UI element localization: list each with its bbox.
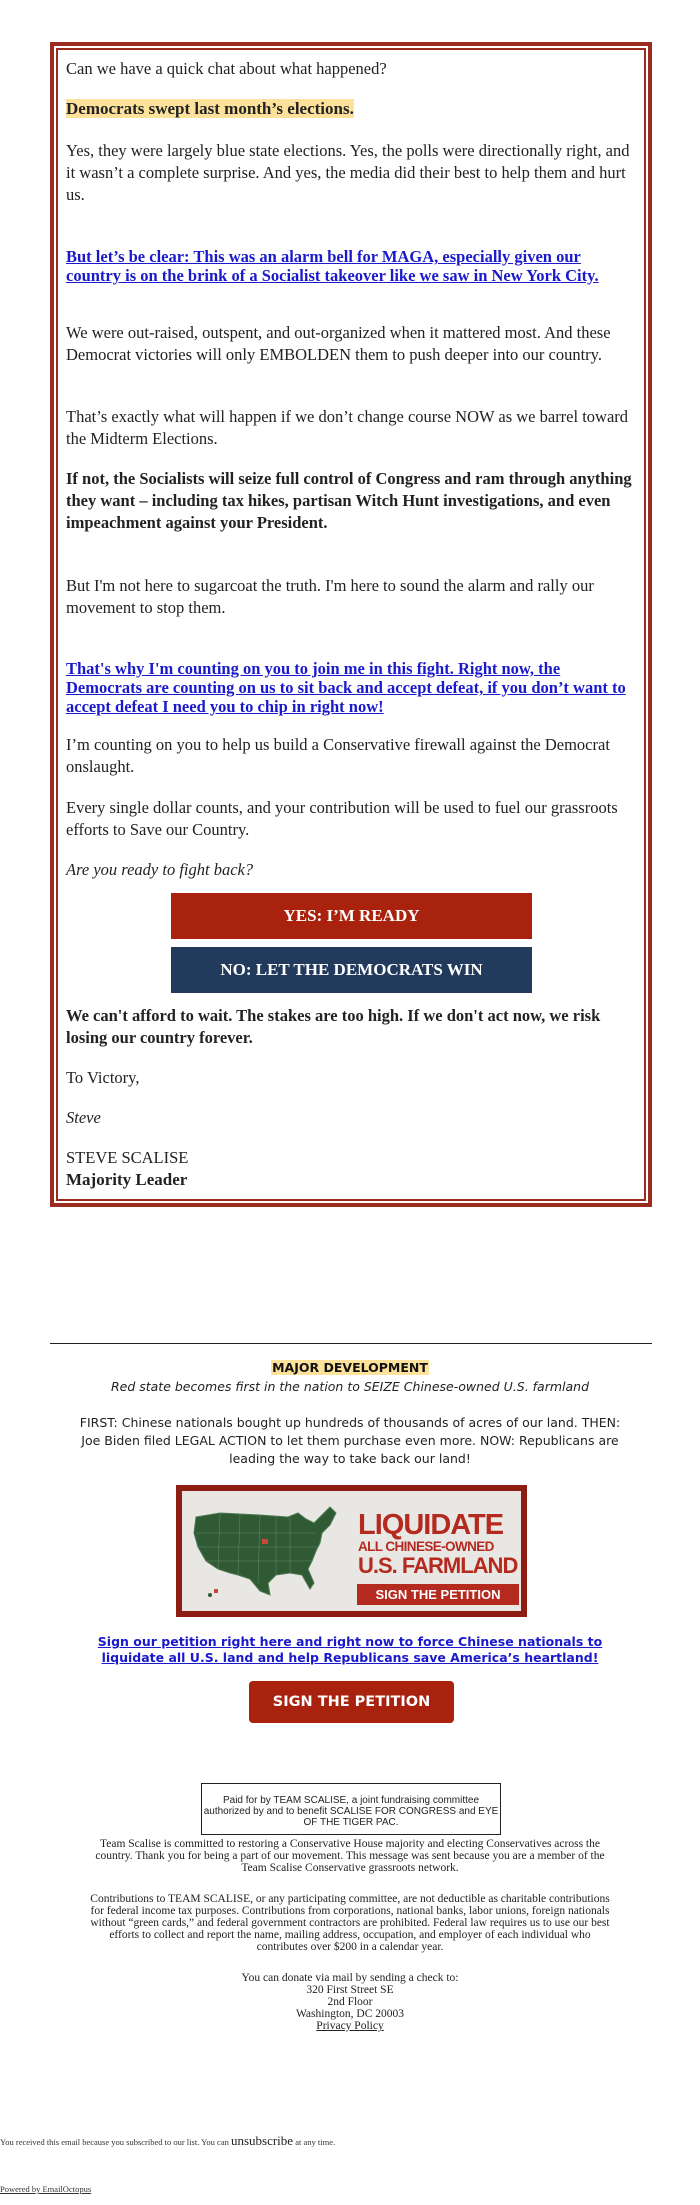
liquidate-farmland-banner[interactable] xyxy=(176,1485,527,1617)
paragraph-blue-states: Yes, they were largely blue state elections. Yes, the polls were directionally right, and it wasn’t a complete surprise. And yes, the media did their best to help them and hurt us. xyxy=(66,141,630,204)
question: Are you ready to fight back? xyxy=(66,860,254,879)
alarm-bell-link[interactable]: But let’s be clear: This was an alarm bell for MAGA, especially given our country is on the brink of a Socialist takeover like we saw in New York City. xyxy=(66,247,599,285)
address-line1: 320 First Street SE xyxy=(306,1984,394,1996)
paragraph-change-course: That’s exactly what will happen if we don’t change course NOW as we barrel toward the Midterm Elections. xyxy=(66,407,629,448)
unsub-text-after: at any time. xyxy=(293,2137,336,2147)
sign-petition-button[interactable]: SIGN THE PETITION xyxy=(249,1681,454,1723)
paragraph-sugarcoat: But I'm not here to sugarcoat the truth. I'm here to sound the alarm and rally our movement to stop them. xyxy=(66,576,594,617)
banner-sign-petition: SIGN THE PETITION xyxy=(357,1584,519,1605)
address-line2: 2nd Floor xyxy=(327,1996,373,2008)
closing: To Victory, xyxy=(66,1068,140,1087)
privacy-policy-link[interactable]: Privacy Policy xyxy=(316,2020,384,2032)
us-map-icon xyxy=(190,1503,350,1603)
signature: Steve xyxy=(66,1108,101,1127)
chip-in-link[interactable]: That's why I'm counting on you to join me in this fight. Right now, the Democrats are counting on us to sit back and accept defeat, if you don’t want to accept defeat I need you to chip in right now! xyxy=(66,659,626,716)
paragraph-every-dollar: Every single dollar counts, and your contribution will be used to fuel our grassroots efforts to Save our Country. xyxy=(66,798,618,839)
opening-line: Can we have a quick chat about what happened? xyxy=(66,59,387,78)
paragraph-cant-wait: We can't afford to wait. The stakes are too high. If we don't act now, we risk losing our country forever. xyxy=(66,1006,601,1047)
paragraph-socialists: If not, the Socialists will seize full control of Congress and ram through anything they want – including tax hikes, partisan Witch Hunt investigations, and even impeachment against your President. xyxy=(66,469,632,532)
footer-donate xyxy=(85,1972,615,2032)
signer-name: STEVE SCALISE xyxy=(66,1148,189,1167)
unsubscribe-notice xyxy=(0,2133,335,2149)
promo-body: FIRST: Chinese nationals bought up hundreds of thousands of acres of our land. THEN: Joe Biden filed LEGAL ACTION to let them purchase even more. NOW: Republicans are leading the way to take back our land! xyxy=(79,1415,621,1466)
paragraph-firewall: I’m counting on you to help us build a Conservative firewall against the Democrat onslaught. xyxy=(66,735,610,776)
petition-link[interactable]: Sign our petition right here and right now to force Chinese nationals to liquidate all U.S. land and help Republicans save America’s heartland! xyxy=(97,1634,603,1665)
unsub-text-before: You received this email because you subscribed to our list. You can xyxy=(0,2137,231,2147)
section-divider xyxy=(50,1343,652,1344)
banner-line2: ALL CHINESE-OWNED xyxy=(358,1539,494,1554)
unsubscribe-link[interactable]: unsubscribe xyxy=(230,2133,294,2148)
footer-contributions: Contributions to TEAM SCALISE, or any participating committee, are not deductible as charitable contributions for federal income tax purposes. Contributions from corporations, national banks, labor unions, foreign nationals without “green cards,” and federal government contractors are prohibited. Federal law requires us to use our best efforts to collect and report the name, mailing address, occupation, and employer of each individual who contributes over $200 in a calendar year. xyxy=(90,1893,610,1953)
paid-for-disclaimer: Paid for by TEAM SCALISE, a joint fundraising committee authorized by and to benefit SCALISE FOR CONGRESS and EYE OF THE TIGER PAC. xyxy=(201,1783,501,1835)
yes-ready-button[interactable]: YES: I’M READY xyxy=(171,893,532,939)
paragraph-outraised: We were out-raised, outspent, and out-organized when it mattered most. And these Democrat victories will only EMBOLDEN them to push deeper into our country. xyxy=(66,323,611,364)
promo-label xyxy=(0,1360,700,1375)
promo-subtitle: Red state becomes first in the nation to SEIZE Chinese-owned U.S. farmland xyxy=(110,1379,590,1394)
no-democrats-win-button[interactable]: NO: LET THE DEMOCRATS WIN xyxy=(171,947,532,993)
headline xyxy=(66,98,638,120)
headline-highlight: Democrats swept last month’s elections. xyxy=(66,99,354,118)
banner-line1: LIQUIDATE xyxy=(358,1509,504,1541)
donate-intro: You can donate via mail by sending a check to: xyxy=(241,1972,459,1984)
banner-line3: U.S. FARMLAND xyxy=(358,1553,518,1578)
footer-mission: Team Scalise is committed to restoring a Conservative House majority and electing Conservatives across the country. Thank you for being a part of our movement. This message was sent because you are a member of the Team Scalise Conservative grassroots network. xyxy=(95,1838,605,1874)
promo-label-text: MAJOR DEVELOPMENT xyxy=(272,1360,428,1375)
signer-title: Majority Leader xyxy=(66,1170,188,1189)
powered-by-link[interactable]: Powered by EmailOctopus xyxy=(0,2184,92,2194)
address-line3: Washington, DC 20003 xyxy=(295,2008,404,2020)
